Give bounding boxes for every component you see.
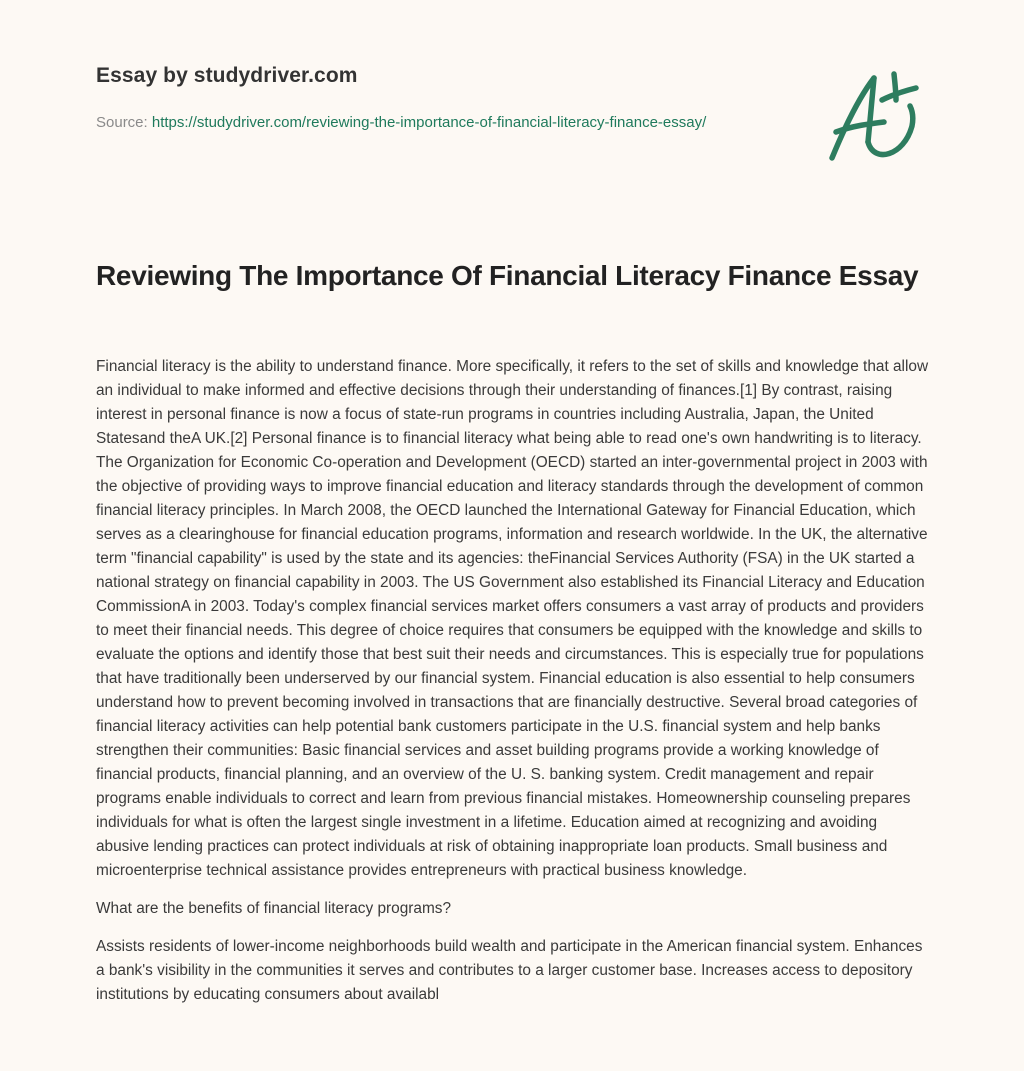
essay-paragraph: Assists residents of lower-income neighborhoods build wealth and participate in the American financial system. Enhances a bank's visibility in the communities it serves and contributes to a larger customer base. Increases access to depository institutions by educating consumers about availabl <box>96 938 923 1003</box>
site-title: Essay by studydriver.com <box>96 64 358 87</box>
page-header-region <box>96 0 932 230</box>
essay-question: What are the benefits of financial literacy programs? <box>96 900 452 917</box>
source-link[interactable]: https://studydriver.com/reviewing-the-importance-of-financial-literacy-finance-essay/ <box>151 114 707 131</box>
source-line <box>96 112 756 134</box>
essay-body <box>96 355 932 1021</box>
source-label: Source: <box>96 114 152 131</box>
header <box>96 0 932 230</box>
essay-paragraph: Financial literacy is the ability to understand finance. More specifically, it refers to the set of skills and knowledge that allow an individual to make informed and effective decisions through their understanding of finances.[1] By contrast, raising interest in personal finance is now a focus of state-run programs in countries including Australia, Japan, the United Statesand theA UK.[2] Personal finance is to financial literacy what being able to read one's own handwriting is to literacy. The Organization for Economic Co-operation and Development (OECD) started an inter-governmental project in 2003 with the objective of providing ways to improve financial education and literacy standards through the development of common financial literacy principles. In March 2008, the OECD launched the International Gateway for Financial Education, which serves as a clearinghouse for financial education programs, information and research worldwide. In the UK, the alternative term "financial capability" is used by the state and its agencies: theFinancial Services Authority (FSA) in the UK started a national strategy on financial capability in 2003. The US Government also established its Financial Literacy and Education CommissionA in 2003. Today's complex financial services market offers consumers a vast array of products and providers to meet their financial needs. This degree of choice requires that consumers be equipped with the knowledge and skills to evaluate the options and identify those that best suit their needs and circumstances. This is especially true for populations that have traditionally been underserved by our financial system. Financial education is also essential to help consumers understand how to prevent becoming involved in transactions that are financially destructive. Several broad categories of financial literacy activities can help potential bank customers participate in the U.S. financial system and help banks strengthen their communities: Basic financial services and asset building programs provide a working knowledge of financial products, financial planning, and an overview of the U. S. banking system. Credit management and repair programs enable individuals to correct and learn from previous financial mistakes. Homeownership counseling prepares individuals for what is often the largest single investment in a lifetime. Education aimed at recognizing and avoiding abusive lending practices can protect individuals at risk of obtaining inappropriate loan products. Small business and microenterprise technical assistance provides entrepreneurs with practical business knowledge. <box>96 358 929 879</box>
a-plus-grade-icon <box>824 64 928 164</box>
essay-title: Reviewing The Importance Of Financial Literacy Finance Essay <box>96 260 919 291</box>
